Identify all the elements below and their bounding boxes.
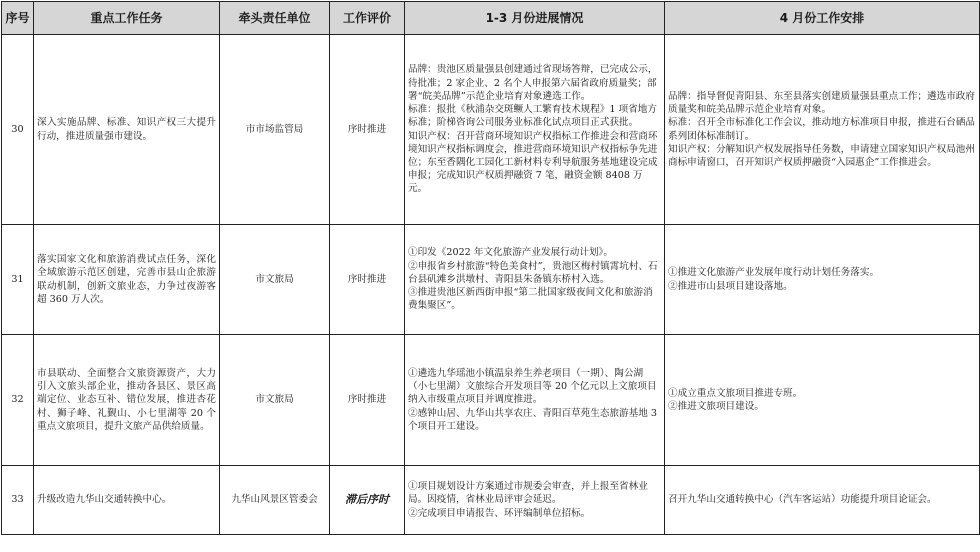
table-row — [2, 466, 980, 535]
row-no: 30 — [2, 35, 34, 225]
row-task: 市县联动、全面整合文旅资源资产，大力引入文旅头部企业，推动各县区、景区高端定位、业态互补、错位发展，推进杏花村、狮子峰、礼觐山、小七里湖等 20 个重点文旅项目，提升文旅产品供给质量。 — [34, 335, 220, 466]
row-eval: 序时推进 — [330, 225, 405, 335]
progress-line: ②申报省乡村旅游“特色美食村”，贵池区梅村镇霄坑村、石台县矶滩乡洪墩村、青阳县朱备镇东桥村入选。 — [408, 260, 658, 285]
progress-line: ①印发《2022 年文化旅游产业发展行动计划》。 — [408, 247, 613, 259]
row-no: 33 — [2, 466, 34, 535]
row-progress — [405, 466, 665, 535]
plan-line: ①成立重点文旅项目推进专班。 — [668, 387, 803, 399]
row-plan — [665, 335, 980, 466]
plan-line: ②推进文旅项目建设。 — [668, 401, 764, 412]
row-eval-lagging: 滞后序时 — [330, 466, 405, 535]
row-task: 落实国家文化和旅游消费试点任务，深化全域旅游示范区创建，完善市县山企旅游联动机制，创新文旅业态，力争过夜游客超 360 万人次。 — [34, 225, 220, 335]
plan-line: ①推进文化旅游产业发展年度行动计划任务落实。 — [668, 267, 880, 279]
row-task: 深入实施品牌、标准、知识产权三大提升行动，推进质量强市建设。 — [34, 35, 220, 225]
row-plan — [665, 225, 980, 335]
progress-line: ③推进贵池区新西街申报“第二批国家级夜间文化和旅游消费集聚区”。 — [408, 287, 653, 312]
row-unit: 市文旅局 — [220, 335, 330, 466]
progress-line: 标准：报批《秋浦杂交斑鳜人工繁育技术规程》1 项省地方标准；阶梯咨询公司服务业标准化试点项目正式获批。 — [408, 104, 657, 129]
plan-line: 召开九华山交通转换中心（汽车客运站）功能提升项目论证会。 — [668, 494, 937, 506]
header-eval: 工作评价 — [330, 2, 405, 35]
row-task: 升级改造九华山交通转换中心。 — [34, 466, 220, 535]
plan-line: 品牌：指导督促青阳县、东至县落实创建质量强县重点工作；遴选市政府质量奖和皖美品牌示范企业培育对象。 — [668, 90, 975, 116]
row-no: 31 — [2, 225, 34, 335]
row-unit: 市市场监管局 — [220, 35, 330, 225]
plan-line: 知识产权：分解知识产权发展指导任务数，申请建立国家知识产权局池州商标申请窗口，召开知识产权质押融资“入园惠企”工作推进会。 — [668, 143, 975, 168]
work-table — [1, 1, 980, 535]
row-unit: 市文旅局 — [220, 225, 330, 335]
row-no: 32 — [2, 335, 34, 466]
header-no: 序号 — [2, 2, 34, 35]
row-eval: 序时推进 — [330, 35, 405, 225]
progress-line: ①项目规划设计方案通过市规委会审查，并上报至省林业局。因疫情，省林业局评审会延迟。 — [408, 481, 648, 506]
progress-line: ②感钟山居、九华山共享农庄、青阳百草苑生态旅游基地 3 个项目开工建设。 — [408, 407, 657, 432]
row-progress — [405, 335, 665, 466]
progress-line: 品牌：贵池区质量强县创建通过省现场答辩，已完成公示，待批准；2 家企业、2 名个人申报第六届省政府质量奖；部署“皖美品牌”示范企业培育对象遴选工作。 — [408, 64, 658, 102]
row-unit: 九华山风景区管委会 — [220, 466, 330, 535]
row-progress — [405, 35, 665, 225]
header-progress: 1-3 月份进展情况 — [405, 2, 665, 35]
plan-line: ②推进市山县项目建设落地。 — [668, 280, 793, 292]
header-task: 重点工作任务 — [34, 2, 220, 35]
progress-line: 知识产权：召开营商环境知识产权指标工作推进会和营商环境知识产权指标调度会，推进营商环境知识产权指标争先进位；东至香隅化工园化工新材料专利导航服务基地建设完成申报；完成知识产权质押融资 7 笔，融资金额 8408 万元。 — [408, 130, 658, 195]
progress-line: ②完成项目申请报告、环评编制单位招标。 — [408, 507, 591, 519]
table-row — [2, 35, 980, 225]
row-progress — [405, 225, 665, 335]
table-row — [2, 225, 980, 335]
header-unit: 牵头责任单位 — [220, 2, 330, 35]
row-plan — [665, 466, 980, 535]
table-row — [2, 335, 980, 466]
plan-line: 标准：召开全市标准化工作会议，推动地方标准项目申报，推进石台硒品系列团体标准制订。 — [668, 117, 975, 142]
row-eval: 序时推进 — [330, 335, 405, 466]
progress-line: ①遴选九华瑶池小镇温泉养生养老项目（一期）、陶公湖（小七里湖）文旅综合开发项目等 20 个亿元以上文旅项目纳入市级重点项目并调度推进。 — [408, 367, 657, 406]
row-plan — [665, 35, 980, 225]
header-plan: 4 月份工作安排 — [665, 2, 980, 35]
header-row — [2, 2, 980, 35]
